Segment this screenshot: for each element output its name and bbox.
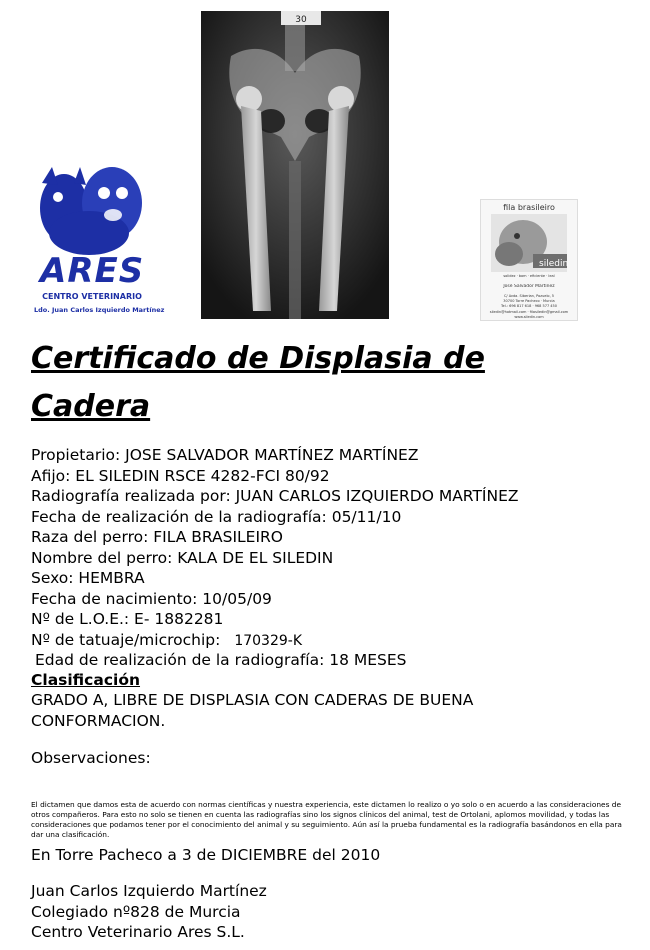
observations-label: Observaciones: <box>31 749 151 767</box>
card-phones: Tel.: 696 817 618 · 968 577 450 <box>501 304 557 308</box>
card-address: C/ Avda. Siberian, Pozuelo, 5 <box>503 294 555 298</box>
signature-college: Colegiado nº828 de Murcia <box>31 903 241 921</box>
ares-logo-name: ARES <box>40 251 145 291</box>
breed-line: Raza del perro: FILA BRASILEIRO <box>31 528 284 546</box>
signature-name: Juan Carlos Izquierdo Martínez <box>31 882 267 900</box>
kennel-card <box>480 199 578 321</box>
hip-xray-image <box>201 11 389 319</box>
card-brand: siledin <box>539 259 569 269</box>
sex-line: Sexo: HEMBRA <box>31 569 145 587</box>
tattoo-value: 170329-K <box>234 633 303 649</box>
tattoo-line <box>31 630 302 651</box>
signature-clinic: Centro Veterinario Ares S.L. <box>31 923 245 941</box>
ares-logo-doctor: Ldo. Juan Carlos Izquierdo Martínez <box>34 306 165 314</box>
card-owner: José Salvador Martínez <box>503 284 555 289</box>
radiograph-by-line: Radiografía realizada por: JUAN CARLOS IZQUIERDO MARTÍNEZ <box>31 487 519 505</box>
classification-line-1: GRADO A, LIBRE DE DISPLASIA CON CADERAS DE BUENA <box>31 691 474 709</box>
card-contact: siledin@hotmail.com · filasiledin@gmail.com <box>489 310 569 314</box>
card-web: www.siledin.com <box>514 315 544 319</box>
loe-line: Nº de L.O.E.: E- 1882281 <box>31 610 224 628</box>
animals-icon <box>34 163 149 258</box>
card-city: 30700 Torre Pacheco · Murcia <box>503 299 555 303</box>
radiograph-date-line: Fecha de realización de la radiografía: 05/11/10 <box>31 508 402 526</box>
xray-marker: 30 <box>295 15 307 25</box>
ares-logo <box>34 163 165 320</box>
age-line: Edad de realización de la radiografía: 18 MESES <box>35 651 407 669</box>
xray-graphic <box>201 11 389 319</box>
card-tagline: solidez · bom · eficiente · leal <box>503 274 555 278</box>
affix-line: Afijo: EL SILEDIN RSCE 4282-FCI 80/92 <box>31 467 330 485</box>
owner-line: Propietario: JOSE SALVADOR MARTÍNEZ MARTÍNEZ <box>31 446 419 464</box>
page-title: Certificado de Displasia de Cadera <box>31 341 485 424</box>
birth-date-line: Fecha de nacimiento: 10/05/09 <box>31 590 272 608</box>
place-date-line: En Torre Pacheco a 3 de DICIEMBRE del 2010 <box>31 846 381 864</box>
dog-name-line: Nombre del perro: KALA DE EL SILEDIN <box>31 549 334 567</box>
card-header: fila brasileiro <box>503 203 555 212</box>
tattoo-label: Nº de tatuaje/microchip: <box>31 631 221 649</box>
ares-logo-subtitle: CENTRO VETERINARIO <box>42 292 142 301</box>
disclaimer-text: El dictamen que damos esta de acuerdo con normas científicas y nuestra experiencia, este dictamen lo realizo o yo solo o en acuerdo a las consideraciones de otros compañeros. Para esto no solo se tienen en cuenta las radiografías sino los signos clínicos del animal, test de Ortolani, aplomos movilidad, y todas las consideraciones que podamos tener por el conocimiento del animal y su seguimiento. Aún así la prueba fundamental es la radiografía basándonos en ella para dar una clasificación. <box>31 800 622 839</box>
classification-line-2: CONFORMACION. <box>31 712 166 730</box>
classification-heading: Clasificación <box>31 671 141 689</box>
